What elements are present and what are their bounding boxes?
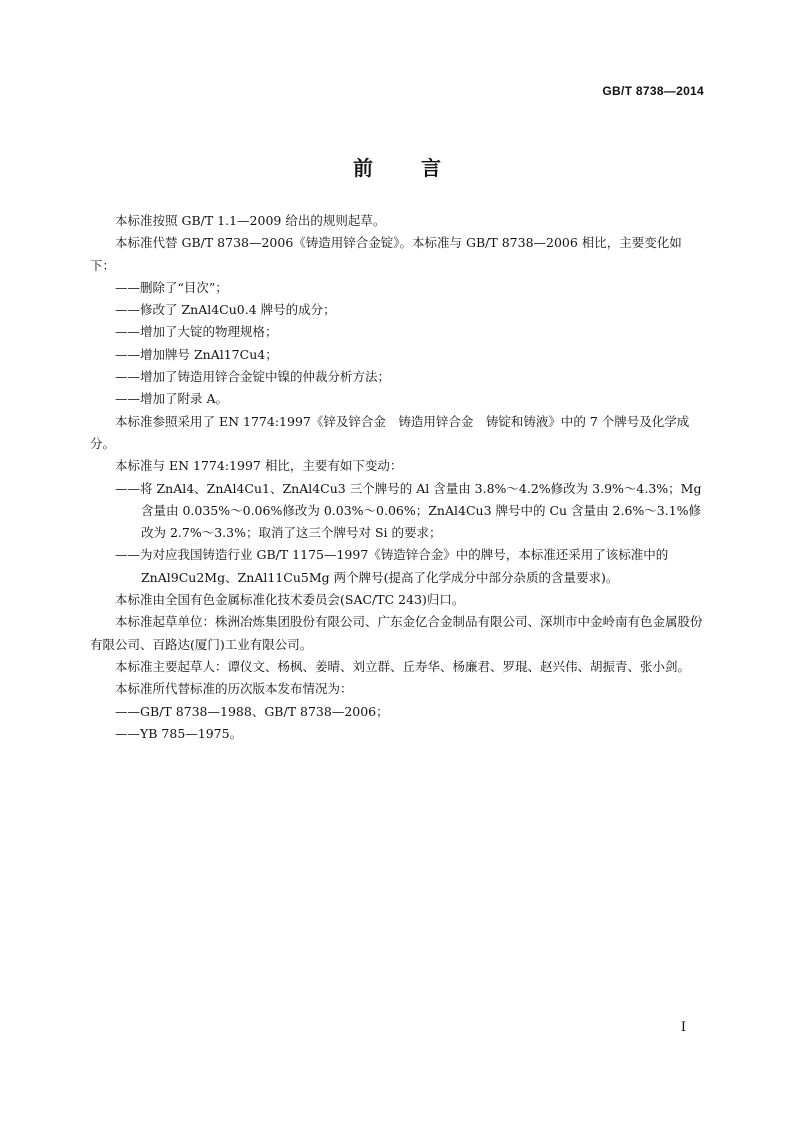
paragraph: 本标准参照采用了 EN 1774:1997《锌及锌合金 铸造用锌合金 铸锭和铸液》中的 7 个牌号及化学成分。 (90, 413, 690, 451)
list-item: ——YB 785—1975。 (115, 725, 243, 741)
list-item: ——GB/T 8738—1988、GB/T 8738—2006； (115, 703, 389, 719)
list-item: ——增加牌号 ZnAl17Cu4； (115, 346, 278, 362)
standard-code: GB/T 8738—2014 (602, 84, 704, 98)
list-item: ——增加了大锭的物理规格； (115, 324, 278, 340)
list-item: ——将 ZnAl4、ZnAl4Cu1、ZnAl4Cu3 三个牌号的 Al 含量由 3.8%～4.2%修改为 3.9%～4.3%；Mg 含量由 0.035%～0.06%修改为 0.03%～0.06%；ZnAl4Cu3 牌号中的 Cu 含量由 2.6%～3.1%修改为 2.7%～3.3%；取消了这三个牌号对 Si 的要求； (115, 480, 702, 541)
paragraph: 本标准按照 GB/T 1.1—2009 给出的规则起草。 (115, 213, 386, 228)
list-item: ——删除了“目次”； (115, 279, 228, 295)
list-item: ——为对应我国铸造行业 GB/T 1175—1997《铸造锌合金》中的牌号，本标准还采用了该标准中的 ZnAl9Cu2Mg、ZnAl11Cu5Mg 两个牌号(提高了化学成分中部分杂质的含量要求)。 (115, 547, 669, 585)
document-body (90, 210, 706, 745)
list-item: ——增加了附录 A。 (115, 391, 229, 407)
list-item: ——增加了铸造用锌合金锭中镍的仲裁分析方法； (115, 369, 391, 385)
paragraph: 本标准代替 GB/T 8738—2006《铸造用锌合金锭》。本标准与 GB/T 8738—2006 相比，主要变化如下： (90, 235, 682, 273)
page-number: I (680, 1020, 686, 1035)
paragraph: 本标准主要起草人：谭仪文、杨枫、姜晴、刘立群、丘寿华、杨廉君、罗琨、赵兴伟、胡振青、张小剑。 (115, 658, 691, 674)
paragraph: 本标准由全国有色金属标准化技术委员会(SAC/TC 243)归口。 (115, 592, 465, 608)
paragraph: 本标准起草单位：株洲冶炼集团股份有限公司、广东金亿合金制品有限公司、深圳市中金岭南有色金属股份有限公司、百路达(厦门)工业有限公司。 (90, 614, 703, 652)
page-title: 前言 (353, 156, 489, 180)
paragraph: 本标准与 EN 1774:1997 相比，主要有如下变动： (115, 458, 403, 474)
list-item: ——修改了 ZnAl4Cu0.4 牌号的成分； (115, 302, 336, 318)
paragraph: 本标准所代替标准的历次版本发布情况为： (115, 681, 353, 697)
